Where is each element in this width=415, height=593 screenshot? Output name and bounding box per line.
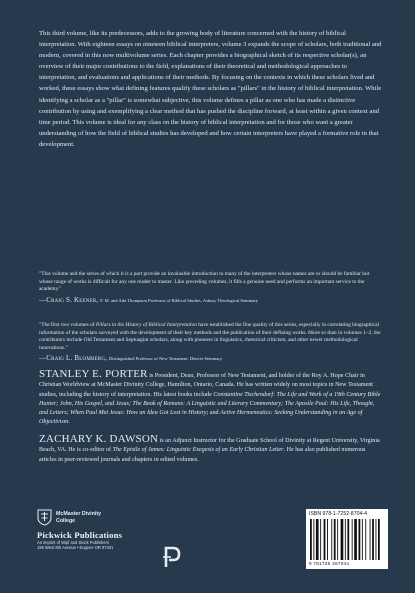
bio-text: . He has also published numerous articles in peer-reviewed journals and chapters in edited volumes. bbox=[39, 447, 366, 463]
endorsement-attribution bbox=[39, 354, 384, 363]
book-title: The Epistle of James: Linguistic Exegesis of an Early Christian Letter bbox=[112, 447, 284, 454]
bio-text: is President, Dean, Professor of New Testament, and holder of the Roy A. Hope Chair in Christian Worldview at McMaster Divinity College, Hamilton, Ontario, Canada. He has written widely on most topics in New Testament studies, including the history of interpretation. His latest books include bbox=[39, 373, 373, 398]
endorsement-keener bbox=[39, 271, 384, 305]
endorsement-text: "This volume and the series of which it is a part provide an invaluable introduction to many of the interpreters whose names are or should be familiar but whose range of works is difficult for any one reader to master. Like preceding volumes, it fills a genuine need and performs an important service to the academy." bbox=[39, 271, 370, 292]
imprint-parent: An imprint of Wipf and Stock Publishers bbox=[37, 540, 109, 545]
barcode-bar bbox=[372, 519, 374, 560]
barcode-bar bbox=[320, 519, 321, 560]
barcode-bar bbox=[337, 519, 338, 560]
barcode-bar bbox=[352, 519, 353, 560]
barcode-bar bbox=[313, 519, 314, 560]
isbn-barcode bbox=[306, 509, 388, 569]
barcode-bar bbox=[316, 519, 319, 560]
endorsement-text-end: have established the fine quality of this series, especially in correlating biographical information of the scholars surveyed with the development of their key methods and the publication of their defining works. More so than in volumes 1–2, the contributors include Old Testament and Septuagint scholars, along with pioneers in linguistics, rhetorical criticism, and other newer methodological innovations." bbox=[39, 322, 381, 351]
barcode-bar bbox=[341, 519, 344, 560]
endorsement-blomberg bbox=[39, 322, 384, 363]
bio-porter bbox=[39, 370, 384, 428]
bio-text: is an Adjunct Instructor for the Graduate School of Divinity at Regent University, Virginia Beach, VA. He is co-editor of bbox=[39, 438, 380, 454]
endorser-name: —Craig L. Blomberg, bbox=[39, 354, 108, 362]
barcode-bar bbox=[376, 519, 377, 560]
author-name: ZACHARY K. DAWSON bbox=[39, 433, 159, 445]
publisher-address: 199 West 8th Avenue • Eugene OR 97401 bbox=[37, 545, 114, 551]
college-name-line1: McMaster Divinity bbox=[56, 511, 102, 518]
endorser-name: —Craig S. Keener, bbox=[39, 295, 99, 304]
barcode-bar bbox=[345, 519, 346, 560]
pickwick-imprint: Pickwick Publications bbox=[37, 530, 123, 540]
barcode-bar bbox=[370, 519, 371, 560]
book-description: This third volume, like its predecessors, adds to the growing body of literature concerned with the history of biblical interpretation. With eighteen essays on nineteen biblical interpreters, volume 3 expands the scope of scholars, both traditional and modern, covered in this now multivolume series. Each chapter provides a biographical sketch of its respective scholar(s), an overview of their major contributions to the field, explanations of their theoretical and methodological approaches to interpretation, and evaluations and applications of their methods. By focusing on the contexts in which these scholars lived and worked, these essays show what defining features qualify these scholars as "pillars" in the history of biblical interpretation. While identifying a scholar as a "pillar" is somewhat subjective, this volume defines a pillar as one who has made a distinctive contribution by using and exemplifying a clear method that has pushed the discipline forward, at least within a given context and time period. This volume is ideal for any class on the history of biblical interpretation and for those who want a greater understanding of how the field of biblical studies has developed and how certain interpreters have played a formative role in that development. bbox=[39, 30, 382, 148]
college-name-line2: College bbox=[56, 517, 76, 524]
endorser-title: Distinguished Professor of New Testament, Denver Seminary bbox=[108, 356, 223, 361]
book-title: Active Hermeneutics: Seeking Understanding in an Age of Objectivism bbox=[39, 410, 363, 426]
book-titles: Constantine Tischendorf: The Life and Work of a 19th Century Bible Hunter; John, His Gospel, and Jesus; The Book of Romans: A Linguistic and Literary Commentary; The Apostle Paul: His Life, Thought, and Letters; When Paul Met Jesus: How an Idea Got Lost in History bbox=[39, 391, 381, 417]
barcode-bars bbox=[310, 519, 384, 560]
series-title: Pillars in the History of Biblical Interpretation bbox=[95, 322, 197, 328]
barcode-bar bbox=[334, 519, 336, 560]
barcode-bar bbox=[365, 519, 366, 560]
barcode-bar bbox=[378, 519, 380, 560]
barcode-bar bbox=[354, 519, 357, 560]
pickwick-p-logo-icon bbox=[161, 546, 183, 568]
barcode-bar bbox=[310, 519, 312, 560]
endorsement-attribution bbox=[39, 296, 384, 305]
isbn-label: ISBN 978-1-7252-8704-4 bbox=[309, 511, 367, 517]
college-name bbox=[56, 511, 101, 523]
bio-text: . bbox=[68, 419, 70, 426]
mcmaster-logo bbox=[37, 509, 157, 526]
barcode-bar bbox=[331, 519, 332, 560]
bio-dawson bbox=[39, 435, 384, 465]
barcode-bar bbox=[324, 519, 326, 560]
barcode-bar bbox=[327, 519, 328, 560]
bio-text: ; and bbox=[206, 410, 221, 417]
author-name: STANLEY E. PORTER bbox=[39, 368, 148, 380]
mcmaster-crest-icon bbox=[37, 509, 52, 526]
endorser-title: F. M. and Ada Thompson Professor of Biblical Studies, Asbury Theological Seminary bbox=[100, 297, 259, 303]
endorsement-text-start: "The first two volumes of bbox=[39, 322, 96, 328]
publisher-block bbox=[37, 509, 157, 550]
barcode-bar bbox=[359, 519, 361, 560]
barcode-digits: 9 781725 287044 bbox=[309, 561, 350, 566]
endorsement-text bbox=[39, 322, 384, 352]
barcode-bar bbox=[347, 519, 349, 560]
barcode-bar bbox=[362, 519, 363, 560]
